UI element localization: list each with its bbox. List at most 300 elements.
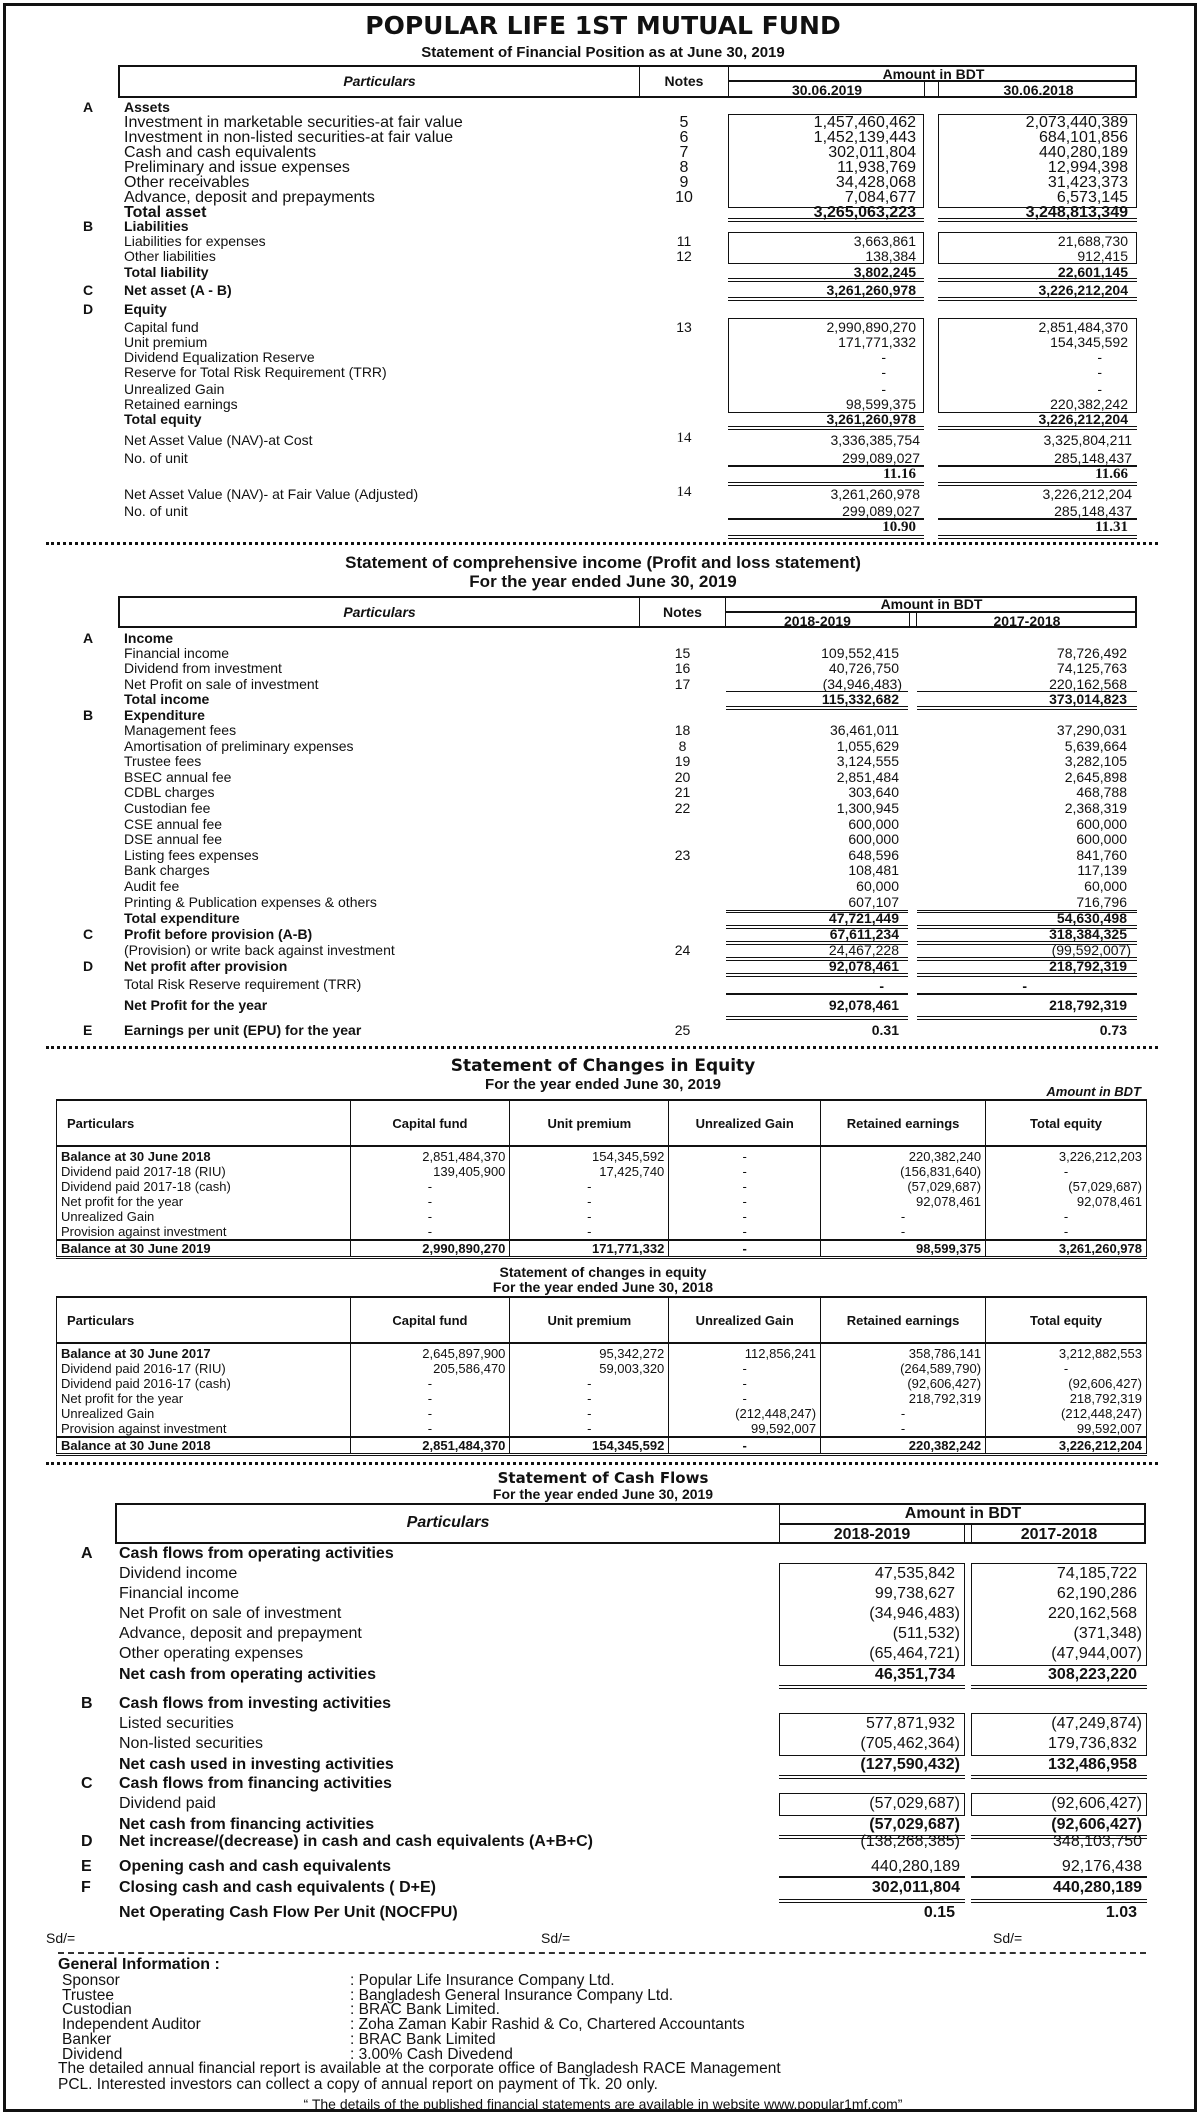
row-label: Bank charges: [124, 862, 210, 879]
cell-value: 218,792,319: [821, 1391, 986, 1406]
row-note: 5: [679, 114, 689, 131]
total-value: 3,226,212,204: [986, 1437, 1147, 1455]
row-value-2018: 179,736,832: [1048, 1735, 1137, 1752]
row-label: Net profit for the year: [57, 1391, 351, 1406]
row-label: CDBL charges: [124, 784, 215, 801]
section-letter: A: [83, 99, 94, 115]
signature-3: Sd/=: [993, 1930, 1023, 1946]
row-note: 25: [674, 1022, 691, 1038]
row-value-2018: 220,162,568: [1048, 1605, 1137, 1622]
section-label: Equity: [124, 301, 167, 317]
section-letter: D: [81, 1833, 93, 1850]
cell-value: 99,592,007: [986, 1421, 1147, 1437]
row-value-2019: 47,535,842: [874, 1565, 955, 1582]
col-year-2019: 2018-2019: [833, 1526, 911, 1543]
row-label: Dividend paid 2017-18 (RIU): [57, 1164, 351, 1179]
row-note: 21: [674, 784, 691, 801]
provision-label: (Provision) or write back against investment: [124, 942, 395, 958]
table-row: [57, 1343, 1147, 1361]
section-label: Cash flows from investing activities: [119, 1695, 392, 1712]
row-label: Dividend paid 2016-17 (cash): [57, 1376, 351, 1391]
row-value-2019: (34,946,483): [822, 676, 902, 692]
row-value-2019: 648,596: [848, 846, 899, 863]
total-label: Total liability: [124, 264, 209, 280]
section-letter: D: [83, 301, 94, 317]
cell-value: -: [821, 1224, 986, 1240]
row-value-2019: 2,851,484: [836, 768, 899, 785]
section-divider: [46, 1462, 1158, 1465]
row-label: DSE annual fee: [124, 831, 223, 848]
cell-value: (212,448,247): [986, 1406, 1147, 1421]
section-label: Assets: [124, 99, 170, 115]
section-letter: D: [83, 958, 94, 974]
sce2018-title: Statement of changes in equity: [499, 1264, 707, 1280]
row-value-2018: 440,280,189: [1039, 144, 1128, 161]
row-value-2018: 5,639,664: [1064, 737, 1127, 754]
row-value-2018: 21,688,730: [1057, 233, 1128, 249]
cell-value: -: [669, 1391, 821, 1406]
nav-value-2019: 3,336,385,754: [830, 432, 920, 448]
row-value-2018: 468,788: [1076, 784, 1127, 801]
line-label: Opening cash and cash equivalents: [119, 1858, 392, 1875]
cell-value: 112,856,241: [669, 1343, 821, 1361]
total-label: Total asset: [124, 204, 207, 221]
value-2019: (138,268,385): [860, 1833, 960, 1850]
nav-label: Net Asset Value (NAV)-at Cost: [124, 432, 313, 448]
row-value-2018: 12,994,398: [1047, 159, 1128, 176]
row-label: Trustee fees: [124, 753, 202, 770]
row-label: Reserve for Total Risk Requirement (TRR): [124, 364, 387, 380]
section-letter: B: [83, 218, 94, 234]
cell-value: -: [350, 1406, 510, 1421]
cell-value: -: [350, 1194, 510, 1209]
info-key: Dividend: [62, 2045, 123, 2063]
value-2018: 218,792,319: [1049, 997, 1127, 1013]
cell-value: -: [350, 1421, 510, 1437]
row-label: CSE annual fee: [124, 815, 223, 832]
section-label: Cash flows from operating activities: [119, 1545, 394, 1562]
row-value-2019: 108,481: [848, 862, 899, 879]
underline: [971, 1775, 1147, 1779]
column-header: Retained earnings: [821, 1297, 986, 1343]
cell-value: -: [510, 1421, 669, 1437]
cell-value: 3,212,882,553: [986, 1343, 1147, 1361]
amount-note: Amount in BDT: [1046, 1084, 1141, 1099]
row-value-2018: 2,073,440,389: [1025, 114, 1128, 131]
column-header: Capital fund: [350, 1297, 510, 1343]
total-value-2019: 3,802,245: [853, 264, 916, 280]
row-value-2019: 600,000: [848, 831, 899, 848]
cell-value: 218,792,319: [986, 1391, 1147, 1406]
value-2019: 440,280,189: [871, 1858, 960, 1875]
section-label: Expenditure: [124, 707, 205, 723]
row-label: Dividend income: [119, 1565, 238, 1582]
cell-value: 154,345,592: [510, 1146, 669, 1164]
row-value-2018: 31,423,373: [1047, 174, 1128, 191]
col-date-2019: 30.06.2019: [791, 82, 863, 98]
total-value-2018: 132,486,958: [1048, 1756, 1137, 1773]
total-value: -: [669, 1240, 821, 1258]
row-value-2019: 1,452,139,443: [813, 129, 916, 146]
row-value-2018: 2,368,319: [1064, 800, 1127, 816]
row-value-2019: (57,029,687): [869, 1795, 960, 1812]
row-value-2019: (34,946,483): [869, 1605, 960, 1622]
col-amount: Amount in BDT: [882, 66, 985, 82]
row-value-2018: 600,000: [1076, 831, 1127, 848]
column-header: Unrealized Gain: [669, 1100, 821, 1146]
row-label: Unit premium: [124, 334, 208, 350]
value-2018: 3,226,212,204: [1038, 282, 1128, 298]
sce2019-title: Statement of Changes in Equity: [450, 1056, 756, 1076]
row-value-2019: 109,552,415: [821, 645, 899, 661]
row-value-2019: 2,990,890,270: [826, 319, 916, 335]
row-label: Unrealized Gain: [57, 1406, 351, 1421]
row-value-2018: (47,944,007): [1051, 1645, 1142, 1662]
section-letter: B: [81, 1695, 93, 1712]
underline: [971, 1899, 1147, 1903]
info-value: : Bangladesh General Insurance Company Ltd.: [350, 1986, 674, 2004]
trr-label: Total Risk Reserve requirement (TRR): [124, 976, 362, 992]
row-value-2019: 1,457,460,462: [813, 114, 916, 131]
info-key: Custodian: [62, 2001, 132, 2019]
row-value-2019: 600,000: [848, 815, 899, 832]
value-2019: 24,467,228: [828, 942, 899, 958]
row-note: 20: [674, 768, 691, 785]
row-value-2018: 154,345,592: [1050, 334, 1128, 350]
row-value-2018: 60,000: [1084, 878, 1127, 894]
row-label: Printing & Publication expenses & others: [124, 893, 377, 910]
value-2018: 318,384,325: [1049, 926, 1127, 942]
column-header: Retained earnings: [821, 1100, 986, 1146]
section-letter: B: [83, 707, 94, 723]
cell-value: (212,448,247): [669, 1406, 821, 1421]
value-2019: 92,078,461: [828, 997, 899, 1013]
underline: [779, 1685, 965, 1689]
row-note: 16: [674, 660, 691, 676]
row-value-2019: -: [881, 364, 886, 380]
signature-1: Sd/=: [46, 1930, 76, 1946]
row-label: Listed securities: [119, 1715, 234, 1732]
info-key: Trustee: [62, 1986, 114, 2004]
row-note: 6: [679, 129, 689, 146]
row-value-2018: 716,796: [1076, 893, 1127, 910]
row-label: Investment in non-listed securities-at fair value: [124, 129, 454, 146]
row-value-2019: 36,461,011: [829, 722, 899, 738]
total-label: Balance at 30 June 2019: [57, 1240, 351, 1258]
units-2019: 299,089,027: [842, 503, 920, 519]
value-2019: 3,261,260,978: [826, 282, 916, 298]
table-row: [57, 1209, 1147, 1224]
row-value-2019: 99,738,627: [874, 1585, 955, 1602]
cell-value: -: [350, 1391, 510, 1406]
total-label: Total equity: [124, 411, 202, 427]
units-2018: 285,148,437: [1054, 503, 1132, 519]
info-value: : Popular Life Insurance Company Ltd.: [350, 1972, 615, 1989]
row-value-2019: (65,464,721): [869, 1645, 960, 1662]
row-label: Audit fee: [124, 878, 180, 894]
table-header-row: [57, 1297, 1147, 1343]
section-label: Net asset (A - B): [124, 282, 232, 298]
table-total-row: [57, 1240, 1147, 1258]
row-value-2019: (511,532): [892, 1625, 960, 1642]
row-value-2019: 607,107: [848, 893, 899, 910]
total-value: -: [669, 1437, 821, 1455]
cell-value: -: [669, 1224, 821, 1240]
nav-per-unit-2018: 11.66: [1095, 466, 1128, 482]
row-label: Balance at 30 June 2018: [57, 1146, 351, 1164]
column-header: Unit premium: [510, 1297, 669, 1343]
row-value-2018: -: [1097, 349, 1102, 365]
section-letter: A: [83, 630, 94, 646]
website-note: “ The details of the published financial statements are available in website www.popular1mf.com”: [303, 2096, 903, 2112]
section-letter: A: [81, 1545, 93, 1562]
total-value-2018: 373,014,823: [1049, 691, 1127, 707]
row-value-2019: 40,726,750: [828, 660, 899, 676]
section-divider: [58, 1952, 1146, 1954]
cell-value: -: [821, 1406, 986, 1421]
table-row: [57, 1421, 1147, 1437]
row-value-2019: 98,599,375: [845, 396, 916, 412]
total-value-2018: 3,248,813,349: [1025, 204, 1128, 221]
row-value-2019: 1,055,629: [836, 737, 899, 754]
info-key: Sponsor: [62, 1972, 120, 1989]
row-value-2018: (92,606,427): [1051, 1795, 1142, 1812]
value-2019: 0.31: [871, 1022, 899, 1038]
total-value-2019: 47,721,449: [828, 910, 899, 926]
total-value-2018: 308,223,220: [1048, 1666, 1137, 1683]
cell-value: (57,029,687): [986, 1179, 1147, 1194]
total-value-2019: 3,265,063,223: [813, 204, 916, 221]
units-label: No. of unit: [124, 503, 188, 519]
row-value-2019: 171,771,332: [838, 334, 916, 350]
row-label: Other operating expenses: [119, 1645, 304, 1662]
row-label: Listing fees expenses: [124, 846, 259, 863]
sci-title: Statement of comprehensive income (Profit and loss statement): [345, 553, 861, 572]
table-row: [57, 1179, 1147, 1194]
cell-value: -: [986, 1164, 1147, 1179]
row-value-2018: 220,382,242: [1050, 396, 1128, 412]
cell-value: 59,003,320: [510, 1361, 669, 1376]
underline: [971, 1876, 1147, 1878]
total-value-2018: 22,601,145: [1057, 264, 1128, 280]
cell-value: -: [669, 1194, 821, 1209]
fund-name: POPULAR LIFE 1ST MUTUAL FUND: [365, 11, 841, 40]
cell-value: 92,078,461: [986, 1194, 1147, 1209]
table-row: [57, 1164, 1147, 1179]
cell-value: -: [986, 1361, 1147, 1376]
row-note: 13: [676, 319, 692, 335]
row-label: Cash and cash equivalents: [124, 144, 317, 161]
col-year-2019: 2018-2019: [784, 613, 851, 629]
row-value-2018: 117,139: [1077, 862, 1127, 879]
nav-value-2019: 3,261,260,978: [830, 486, 920, 502]
row-label: Financial income: [119, 1585, 240, 1602]
row-note: 15: [674, 645, 691, 661]
value-2018: 0.73: [1099, 1022, 1127, 1038]
scf-title: Statement of Cash Flows: [497, 1469, 709, 1487]
row-label: Provision against investment: [57, 1224, 351, 1240]
signature-2: Sd/=: [541, 1930, 571, 1946]
cell-value: -: [510, 1406, 669, 1421]
row-label: Other receivables: [124, 174, 250, 191]
table-total-row: [57, 1437, 1147, 1455]
cell-value: -: [669, 1361, 821, 1376]
row-value-2018: 841,760: [1076, 846, 1127, 863]
row-note: 22: [674, 800, 691, 816]
nav-per-unit-2019: 10.90: [882, 519, 916, 535]
info-key: Independent Auditor: [62, 2016, 201, 2034]
total-value: 220,382,242: [821, 1437, 986, 1455]
info-value: : BRAC Bank Limited.: [350, 2001, 500, 2019]
row-label: Advance, deposit and prepayment: [119, 1625, 362, 1642]
row-value-2018: 2,851,484,370: [1038, 319, 1128, 335]
section-letter: C: [81, 1775, 93, 1792]
cell-value: (92,606,427): [986, 1376, 1147, 1391]
total-value-2019: (127,590,432): [860, 1756, 960, 1773]
cell-value: -: [821, 1421, 986, 1437]
report-availability-note: The detailed annual financial report is available at the corporate office of Bangladesh RACE Management: [58, 2060, 781, 2077]
section-label: Cash flows from financing activities: [119, 1775, 392, 1792]
value-2018: 218,792,319: [1049, 958, 1127, 974]
row-label: Dividend paid 2016-17 (RIU): [57, 1361, 351, 1376]
nocfpu-2018: 1.03: [1105, 1904, 1137, 1921]
line-label: Net increase/(decrease) in cash and cash equivalents (A+B+C): [119, 1833, 593, 1850]
row-value-2019: -: [881, 349, 886, 365]
col-date-2018: 30.06.2018: [1003, 82, 1074, 98]
cell-value: -: [669, 1179, 821, 1194]
column-header: Particulars: [57, 1297, 351, 1343]
underline: [779, 1899, 965, 1903]
nav-value-2018: 3,325,804,211: [1043, 432, 1132, 448]
total-label: Total income: [124, 691, 210, 707]
cell-value: -: [669, 1164, 821, 1179]
row-value-2018: 74,125,763: [1056, 660, 1127, 676]
row-label: Amortisation of preliminary expenses: [124, 737, 354, 754]
section-label: Liabilities: [124, 218, 189, 234]
sci-subtitle: For the year ended June 30, 2019: [469, 572, 737, 591]
total-label: Balance at 30 June 2018: [57, 1437, 351, 1455]
row-value-2018: 600,000: [1076, 815, 1127, 832]
row-value-2019: 3,124,555: [836, 753, 899, 770]
value-2018: 348,103,750: [1053, 1833, 1142, 1850]
total-value: 3,261,260,978: [986, 1240, 1147, 1258]
sce2019-table: [56, 1099, 1147, 1259]
row-value-2018: 62,190,286: [1056, 1585, 1137, 1602]
value-2019: -: [879, 978, 884, 994]
row-note: 12: [676, 248, 692, 264]
section-letter: C: [83, 926, 94, 942]
total-label: Net cash from operating activities: [119, 1666, 376, 1683]
cell-value: -: [510, 1179, 669, 1194]
value-2018: -: [1022, 978, 1027, 994]
net-profit-label: Net Profit for the year: [124, 997, 268, 1013]
row-value-2019: 7,084,677: [844, 189, 916, 206]
cell-value: 220,382,240: [821, 1146, 986, 1164]
financial-statement-page: [3, 3, 1197, 2112]
row-value-2019: (705,462,364): [860, 1735, 960, 1752]
info-value: : BRAC Bank Limited: [350, 2030, 496, 2048]
sce2019-subtitle: For the year ended June 30, 2019: [485, 1076, 721, 1093]
row-label: Non-listed securities: [119, 1735, 264, 1752]
total-value-2018: (92,606,427): [1051, 1816, 1142, 1833]
row-label: Net Profit on sale of investment: [119, 1605, 342, 1622]
cell-value: -: [350, 1209, 510, 1224]
row-value-2018: 684,101,856: [1039, 129, 1128, 146]
row-value-2019: 138,384: [865, 248, 916, 264]
cell-value: -: [669, 1209, 821, 1224]
row-label: Unrealized Gain: [57, 1209, 351, 1224]
cell-value: -: [510, 1194, 669, 1209]
row-label: Dividend Equalization Reserve: [124, 349, 315, 365]
value-2019: 67,611,234: [829, 926, 899, 942]
row-label: BSEC annual fee: [124, 768, 232, 785]
nocfpu-label: Net Operating Cash Flow Per Unit (NOCFPU): [119, 1904, 458, 1921]
line-label: Closing cash and cash equivalents ( D+E): [119, 1879, 436, 1896]
row-value-2018: -: [1097, 381, 1102, 397]
value-2018: 92,176,438: [1061, 1858, 1142, 1875]
row-label: Investment in marketable securities-at fair value: [124, 114, 463, 131]
col-notes: Notes: [664, 73, 704, 89]
row-note: 19: [674, 753, 691, 770]
column-header: Particulars: [57, 1100, 351, 1146]
column-header: Total equity: [986, 1100, 1147, 1146]
column-header: Capital fund: [350, 1100, 510, 1146]
section-divider: [46, 1046, 1158, 1049]
row-value-2019: 3,663,861: [853, 233, 916, 249]
row-label: Dividend paid: [119, 1795, 216, 1812]
row-value-2018: 220,162,568: [1049, 676, 1127, 692]
table-header-row: [57, 1100, 1147, 1146]
row-note: 8: [679, 159, 689, 176]
table-row: [57, 1376, 1147, 1391]
cell-value: -: [350, 1224, 510, 1240]
row-label: Dividend paid 2017-18 (cash): [57, 1179, 351, 1194]
total-value: 171,771,332: [510, 1240, 669, 1258]
row-label: Preliminary and issue expenses: [124, 159, 350, 176]
cell-value: 3,226,212,203: [986, 1146, 1147, 1164]
row-value-2019: 302,011,804: [828, 144, 916, 161]
column-header: Unrealized Gain: [669, 1297, 821, 1343]
scf-subtitle: For the year ended June 30, 2019: [492, 1486, 714, 1502]
row-value-2019: -: [881, 381, 886, 397]
section-divider: [46, 542, 1158, 545]
cell-value: (264,589,790): [821, 1361, 986, 1376]
cell-value: (156,831,640): [821, 1164, 986, 1179]
col-year-2018: 2017-2018: [1020, 1526, 1098, 1543]
row-note: 14: [676, 484, 692, 500]
sfp-title: Statement of Financial Position as at June 30, 2019: [421, 44, 785, 61]
value-2018: (99,592,007): [1051, 942, 1131, 958]
underline: [779, 1775, 965, 1779]
info-value: : Zoha Zaman Kabir Rashid & Co, Chartered Accountants: [350, 2016, 745, 2034]
section-letter: C: [83, 282, 94, 298]
row-value-2019: 577,871,932: [866, 1715, 955, 1732]
row-label: Management fees: [124, 722, 237, 738]
row-value-2018: 3,282,105: [1064, 753, 1127, 770]
cell-value: 205,586,470: [350, 1361, 510, 1376]
table-row: [57, 1146, 1147, 1164]
row-value-2018: 37,290,031: [1056, 722, 1127, 738]
total-value-2019: (57,029,687): [869, 1816, 960, 1833]
row-note: 7: [679, 144, 689, 161]
row-note: 11: [676, 233, 692, 249]
col-amount: Amount in BDT: [880, 596, 983, 612]
row-value-2019: 303,640: [848, 784, 899, 801]
total-value-2018: 54,630,498: [1056, 910, 1127, 926]
column-header: Unit premium: [510, 1100, 669, 1146]
row-value-2019: 60,000: [856, 878, 899, 894]
row-label: Financial income: [124, 645, 230, 661]
